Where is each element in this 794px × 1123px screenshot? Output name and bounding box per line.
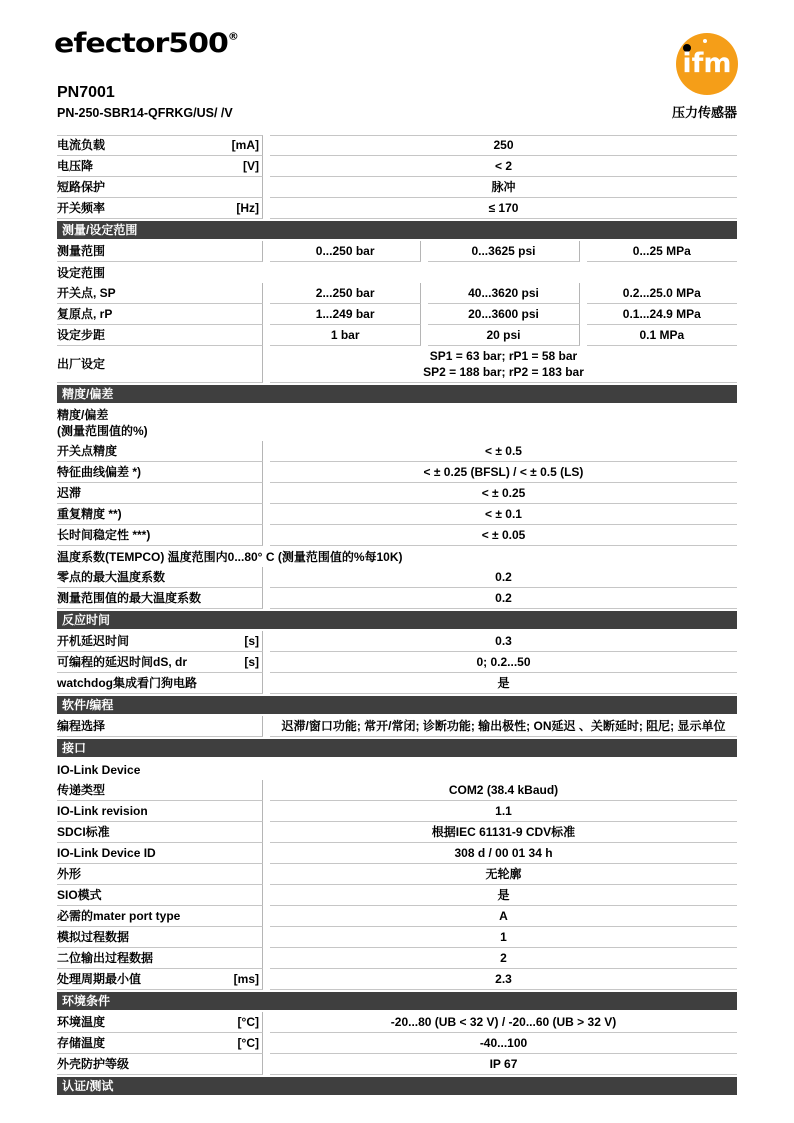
spec-value: 0.1 MPa	[587, 325, 737, 346]
section-header: 反应时间	[57, 611, 737, 629]
spec-value: 0.2	[270, 588, 737, 609]
spec-value: -20...80 (UB < 32 V) / -20...60 (UB > 32 V)	[270, 1012, 737, 1033]
spec-label-text: 电流负载	[57, 138, 106, 152]
spec-label	[57, 822, 263, 843]
spec-row	[57, 504, 737, 525]
ifm-logo-icon	[676, 33, 738, 95]
spec-label	[57, 885, 263, 906]
spec-value: 1...249 bar	[270, 304, 421, 325]
spec-value: < ± 0.25 (BFSL) / < ± 0.5 (LS)	[270, 462, 737, 483]
spec-label-text: 处理周期最小值	[57, 971, 142, 986]
spec-unit: [°C]	[237, 1014, 259, 1029]
spec-value: < ± 0.5	[270, 441, 737, 462]
spec-value: 脉冲	[270, 177, 737, 198]
spec-unit: [s]	[244, 633, 259, 648]
spec-row	[57, 525, 737, 546]
spec-label-text: 迟滞	[57, 485, 82, 500]
spec-value: 40...3620 psi	[428, 283, 579, 304]
spec-label	[57, 346, 263, 383]
spec-label-text: IO-Link revision	[57, 803, 148, 818]
spec-value: IP 67	[270, 1054, 737, 1075]
spec-label-text: 测量范围	[57, 243, 106, 258]
spec-row	[57, 177, 737, 198]
spec-label	[57, 483, 263, 504]
spec-label-text: 必需的mater port type	[57, 908, 181, 923]
spec-value: 308 d / 00 01 34 h	[270, 843, 737, 864]
spec-value: < ± 0.25	[270, 483, 737, 504]
spec-label-text: 环境温度	[57, 1014, 106, 1029]
spec-label	[57, 780, 263, 801]
spec-value: 0; 0.2...50	[270, 652, 737, 673]
spec-label	[57, 241, 263, 262]
spec-table	[57, 135, 737, 1097]
spec-row	[57, 198, 737, 219]
section-header: 软件/编程	[57, 696, 737, 714]
spec-label-text: 测量范围值的最大温度系数	[57, 590, 202, 605]
spec-label	[57, 441, 263, 462]
spec-row	[57, 716, 737, 737]
section-header: 环境条件	[57, 992, 737, 1010]
spec-value: 2	[270, 948, 737, 969]
spec-label-text: 开机延迟时间	[57, 633, 130, 648]
spec-label	[57, 969, 263, 990]
product-type-label: 压力传感器	[671, 105, 737, 120]
spec-label	[57, 283, 263, 304]
spec-value: 无轮廓	[270, 864, 737, 885]
spec-label	[57, 801, 263, 822]
spec-value: COM2 (38.4 kBaud)	[270, 780, 737, 801]
spec-row	[57, 588, 737, 609]
spec-label-text: 开关频率	[57, 200, 106, 215]
spec-label-text: 短路保护	[57, 179, 106, 194]
spec-label	[57, 198, 263, 219]
section-header: 认证/测试	[57, 1077, 737, 1095]
spec-value: 是	[270, 673, 737, 694]
spec-value: 20...3600 psi	[428, 304, 579, 325]
spec-label	[57, 525, 263, 546]
efector-logo	[54, 28, 238, 59]
spec-label-text: 开关点精度	[57, 443, 118, 458]
spec-subheader: 设定范围	[57, 265, 106, 280]
spec-unit: [mA]	[231, 138, 259, 152]
spec-value: 根据IEC 61131-9 CDV标准	[270, 822, 737, 843]
spec-row	[57, 927, 737, 948]
ifm-logo-ring-icon	[703, 39, 707, 43]
spec-value: 2...250 bar	[270, 283, 421, 304]
spec-label-text: 外壳防护等级	[57, 1056, 130, 1071]
spec-label	[57, 716, 263, 737]
spec-unit: [°C]	[237, 1035, 259, 1050]
spec-label-text: 特征曲线偏差 *)	[57, 464, 142, 479]
spec-row	[57, 801, 737, 822]
spec-row	[57, 346, 737, 383]
spec-row	[57, 1054, 737, 1075]
spec-label-text: SDCI标准	[57, 824, 110, 839]
spec-row	[57, 759, 737, 780]
spec-label-text: IO-Link Device ID	[57, 845, 156, 860]
spec-row	[57, 156, 737, 177]
spec-row	[57, 969, 737, 990]
ifm-logo-text: ifm	[682, 48, 732, 79]
spec-row	[57, 1033, 737, 1054]
spec-row	[57, 885, 737, 906]
spec-value: 250	[270, 135, 737, 156]
spec-row	[57, 822, 737, 843]
spec-value: 20 psi	[428, 325, 579, 346]
spec-value: 0.2...25.0 MPa	[587, 283, 737, 304]
spec-value: 0.2	[270, 567, 737, 588]
spec-row	[57, 948, 737, 969]
spec-label-text: 可编程的延迟时间dS, dr	[57, 654, 188, 669]
spec-label-text: 二位输出过程数据	[57, 950, 154, 965]
spec-row	[57, 546, 737, 567]
spec-row	[57, 441, 737, 462]
spec-label	[57, 843, 263, 864]
spec-row	[57, 135, 737, 156]
spec-label-text: 重复精度 **)	[57, 506, 122, 521]
spec-label-text: 零点的最大温度系数	[57, 569, 166, 584]
spec-value: 1.1	[270, 801, 737, 822]
spec-value: 0...3625 psi	[428, 241, 579, 262]
spec-row	[57, 262, 737, 283]
spec-label	[57, 864, 263, 885]
spec-label	[57, 1012, 263, 1033]
spec-label	[57, 462, 263, 483]
spec-value: ≤ 170	[270, 198, 737, 219]
spec-label-text: SIO模式	[57, 887, 102, 902]
spec-label	[57, 156, 263, 177]
spec-label	[57, 567, 263, 588]
spec-value: < 2	[270, 156, 737, 177]
spec-value: -40...100	[270, 1033, 737, 1054]
spec-subheader: IO-Link Device	[57, 762, 141, 777]
spec-unit: [V]	[243, 158, 259, 173]
spec-label	[57, 673, 263, 694]
spec-label	[57, 927, 263, 948]
spec-subheader: 温度系数(TEMPCO) 温度范围内0...80° C (测量范围值的%每10K)	[57, 549, 403, 564]
spec-label	[57, 588, 263, 609]
spec-label-text: 外形	[57, 866, 82, 881]
spec-label	[57, 325, 263, 346]
spec-label	[57, 652, 263, 673]
spec-row	[57, 673, 737, 694]
spec-label-text: watchdog集成看门狗电路	[57, 675, 197, 690]
spec-unit: [s]	[244, 654, 259, 669]
spec-value: < ± 0.1	[270, 504, 737, 525]
spec-subheader: 精度/偏差 (测量范围值的%)	[57, 408, 148, 438]
spec-label-text: 存储温度	[57, 1035, 106, 1050]
section-header: 测量/设定范围	[57, 221, 737, 239]
spec-row	[57, 631, 737, 652]
spec-value: 0...250 bar	[270, 241, 421, 262]
spec-row	[57, 567, 737, 588]
spec-label	[57, 1054, 263, 1075]
spec-value: 2.3	[270, 969, 737, 990]
spec-unit: [ms]	[233, 971, 259, 986]
spec-label	[57, 504, 263, 525]
spec-unit: [Hz]	[236, 200, 259, 215]
spec-row	[57, 1012, 737, 1033]
spec-label-text: 电压降	[57, 158, 94, 173]
efector-logo-text: efector500	[54, 28, 228, 59]
spec-row	[57, 405, 737, 441]
spec-row	[57, 462, 737, 483]
spec-label	[57, 304, 263, 325]
spec-label-text: 编程选择	[57, 718, 106, 733]
spec-label-text: 开关点, SP	[57, 285, 116, 300]
spec-row	[57, 906, 737, 927]
spec-label-text: 出厂设定	[57, 356, 106, 371]
spec-value: 1 bar	[270, 325, 421, 346]
spec-value: 迟滞/窗口功能; 常开/常闭; 诊断功能; 输出极性; ON延迟 、关断延时; 阻尼; 显示单位	[270, 716, 737, 737]
section-header: 精度/偏差	[57, 385, 737, 403]
section-header: 接口	[57, 739, 737, 757]
spec-label	[57, 1033, 263, 1054]
spec-row	[57, 864, 737, 885]
spec-label	[57, 177, 263, 198]
spec-row	[57, 325, 737, 346]
spec-label-text: 传递类型	[57, 782, 106, 797]
spec-label	[57, 906, 263, 927]
spec-label-text: 模拟过程数据	[57, 929, 130, 944]
spec-value: 0.1...24.9 MPa	[587, 304, 737, 325]
spec-row	[57, 780, 737, 801]
spec-value: SP1 = 63 bar; rP1 = 58 bar SP2 = 188 bar; rP2 = 183 bar	[270, 346, 737, 383]
spec-label	[57, 135, 263, 156]
spec-value: 是	[270, 885, 737, 906]
spec-value: 0.3	[270, 631, 737, 652]
spec-row	[57, 483, 737, 504]
spec-label-text: 复原点, rP	[57, 306, 113, 321]
spec-label-text: 长时间稳定性 ***)	[57, 527, 151, 542]
spec-row	[57, 241, 737, 262]
spec-label-text: 设定步距	[57, 327, 106, 342]
spec-label	[57, 631, 263, 652]
product-code: PN7001	[57, 84, 115, 101]
spec-value: A	[270, 906, 737, 927]
spec-value: 1	[270, 927, 737, 948]
registered-mark-icon: ®	[227, 30, 238, 43]
spec-row	[57, 652, 737, 673]
spec-row	[57, 843, 737, 864]
spec-value: 0...25 MPa	[587, 241, 737, 262]
spec-label	[57, 948, 263, 969]
spec-row	[57, 283, 737, 304]
spec-row	[57, 304, 737, 325]
order-code: PN-250-SBR14-QFRKG/US/ /V	[57, 106, 233, 120]
spec-value: < ± 0.05	[270, 525, 737, 546]
